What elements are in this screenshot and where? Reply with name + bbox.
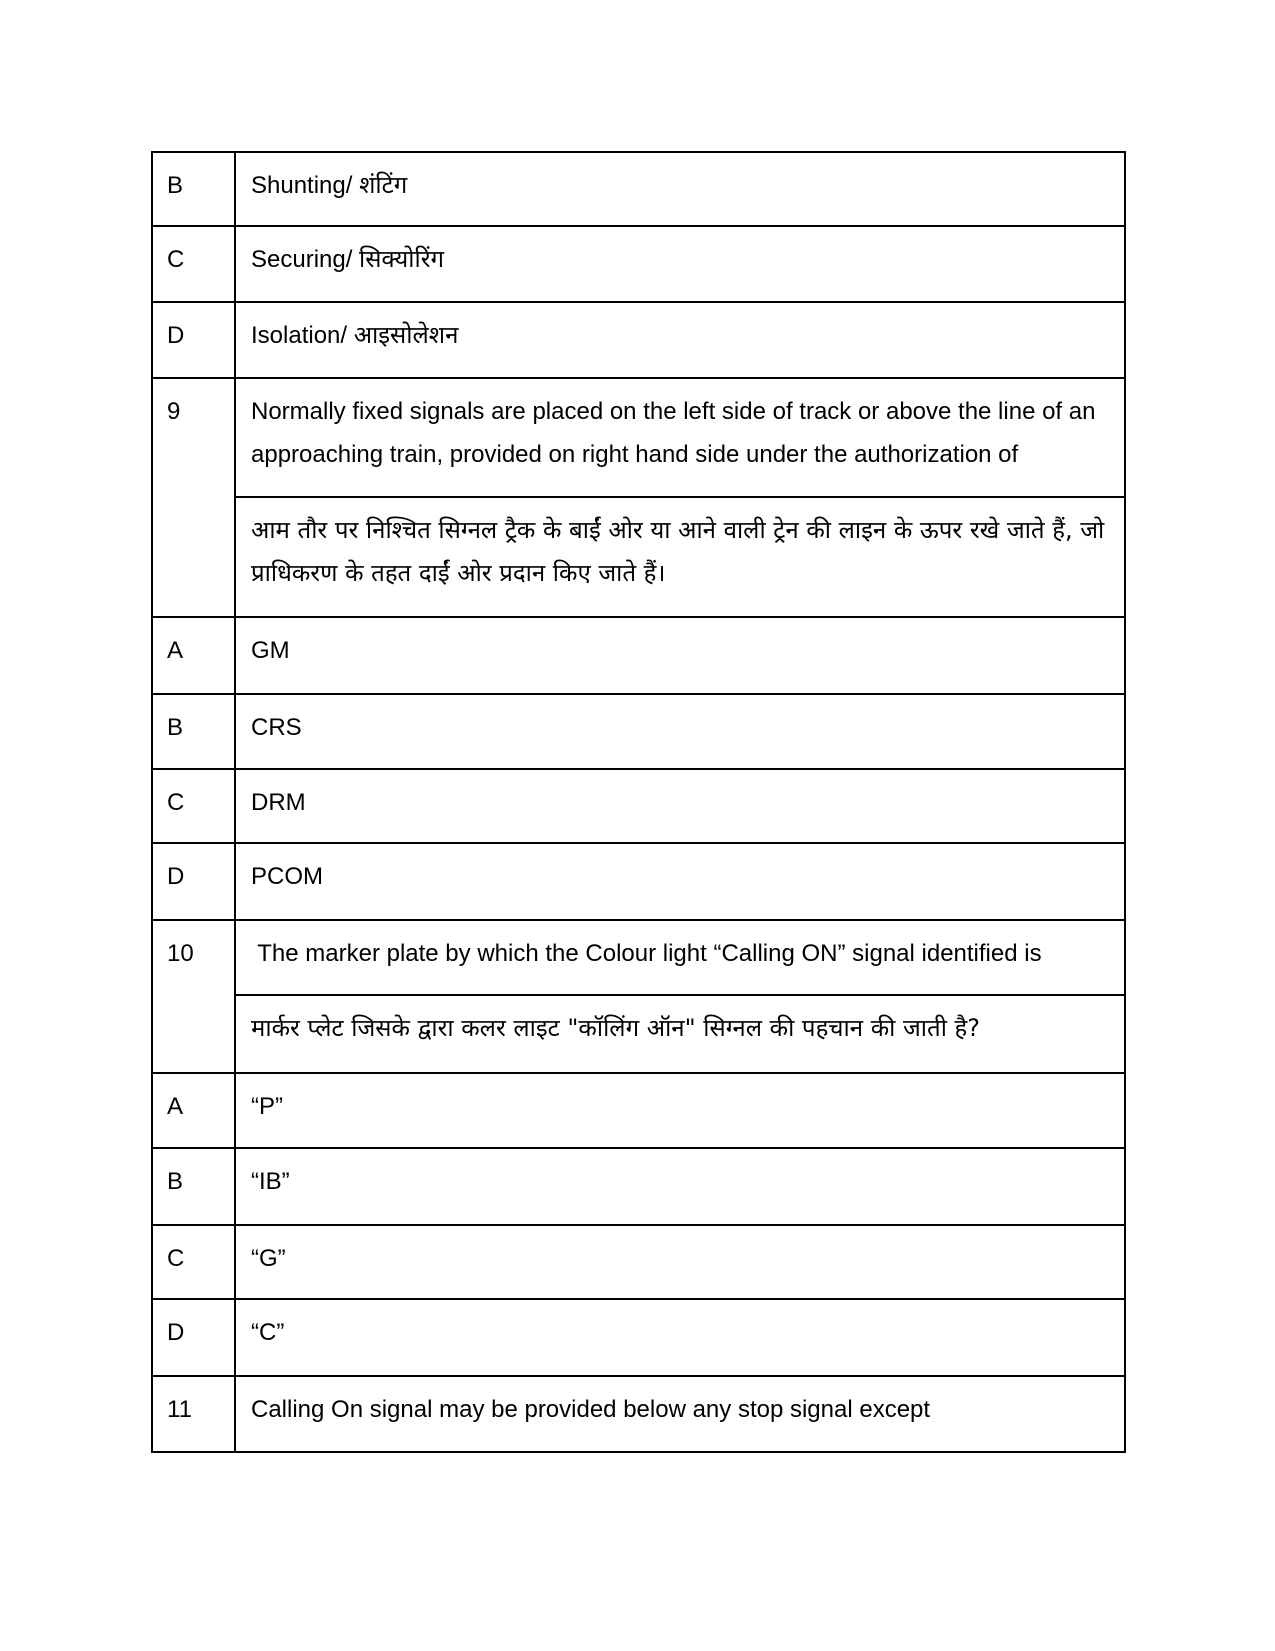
question-number: 9 bbox=[152, 378, 235, 617]
option-text: PCOM bbox=[235, 843, 1125, 920]
option-label: C bbox=[152, 226, 235, 302]
question-text-en: Calling On signal may be provided below any stop signal except bbox=[235, 1376, 1125, 1452]
question-table bbox=[151, 151, 1126, 1453]
option-label: C bbox=[152, 769, 235, 843]
option-row bbox=[152, 843, 1125, 920]
question-number: 10 bbox=[152, 920, 235, 1073]
option-label: B bbox=[152, 1148, 235, 1225]
question-text-en: Normally fixed signals are placed on the left side of track or above the line of an approaching train, provided on right hand side under the authorization of bbox=[235, 378, 1125, 497]
option-row bbox=[152, 617, 1125, 694]
option-row bbox=[152, 226, 1125, 302]
option-label: A bbox=[152, 617, 235, 694]
question-row bbox=[152, 1376, 1125, 1452]
option-row bbox=[152, 302, 1125, 378]
option-text: “IB” bbox=[235, 1148, 1125, 1225]
question-number: 11 bbox=[152, 1376, 235, 1452]
option-row bbox=[152, 694, 1125, 769]
option-row bbox=[152, 1225, 1125, 1299]
question-row bbox=[152, 920, 1125, 995]
option-text: CRS bbox=[235, 694, 1125, 769]
option-text: DRM bbox=[235, 769, 1125, 843]
option-text: “P” bbox=[235, 1073, 1125, 1148]
question-text-en: The marker plate by which the Colour light “Calling ON” signal identified is bbox=[235, 920, 1125, 995]
option-row bbox=[152, 1148, 1125, 1225]
option-text: “C” bbox=[235, 1299, 1125, 1376]
option-text: Isolation/ आइसोलेशन bbox=[235, 302, 1125, 378]
question-row bbox=[152, 378, 1125, 497]
option-label: D bbox=[152, 302, 235, 378]
option-row bbox=[152, 1073, 1125, 1148]
option-text: GM bbox=[235, 617, 1125, 694]
option-label: D bbox=[152, 843, 235, 920]
option-row bbox=[152, 152, 1125, 226]
option-row bbox=[152, 769, 1125, 843]
option-row bbox=[152, 1299, 1125, 1376]
option-label: D bbox=[152, 1299, 235, 1376]
option-text: Securing/ सिक्योरिंग bbox=[235, 226, 1125, 302]
question-text-hi: मार्कर प्लेट जिसके द्वारा कलर लाइट "कॉलिंग ऑन" सिग्नल की पहचान की जाती है? bbox=[235, 995, 1125, 1073]
question-row-hindi bbox=[152, 995, 1125, 1073]
option-label: B bbox=[152, 694, 235, 769]
option-label: A bbox=[152, 1073, 235, 1148]
option-label: C bbox=[152, 1225, 235, 1299]
option-label: B bbox=[152, 152, 235, 226]
question-row-hindi bbox=[152, 497, 1125, 617]
option-text: Shunting/ शंटिंग bbox=[235, 152, 1125, 226]
question-text-hi: आम तौर पर निश्चित सिग्नल ट्रैक के बाईं ओर या आने वाली ट्रेन की लाइन के ऊपर रखे जाते हैं, जो प्राधिकरण के तहत दाईं ओर प्रदान किए जाते हैं। bbox=[235, 497, 1125, 617]
option-text: “G” bbox=[235, 1225, 1125, 1299]
